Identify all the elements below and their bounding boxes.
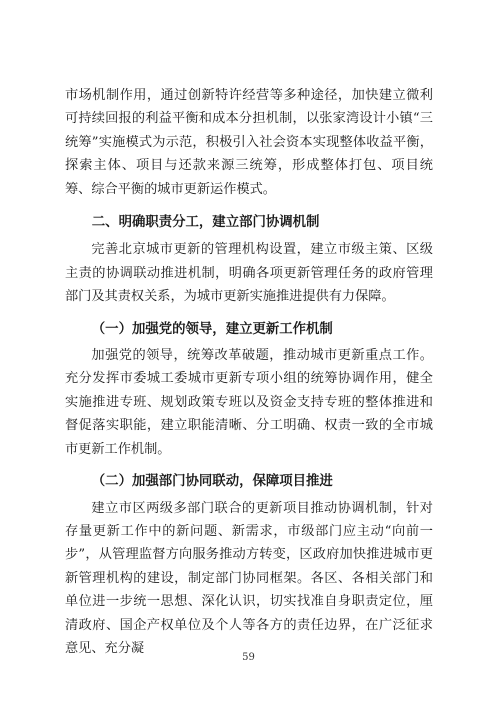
page-body bbox=[65, 84, 433, 660]
paragraph-continuation: 市场机制作用，通过创新特许经营等多种途径，加快建立微利可持续回报的利益平衡和成本分担机制，以张家湾设计小镇“三统筹”实施模式为示范，积极引入社会资本实现整体收益平衡，探索主体、项目与还款来源三统筹，形成整体打包、项目统筹、综合平衡的城市更新运作模式。 bbox=[65, 88, 433, 197]
subsection-heading-2: （二）加强部门协同联动，保障项目推进 bbox=[91, 474, 333, 490]
page-number: 59 bbox=[242, 652, 255, 663]
section-heading: 二、明确职责分工，建立部门协调机制 bbox=[91, 215, 320, 231]
paragraph-section-intro: 完善北京城市更新的管理机构设置，建立市级主策、区级主责的协调联动推进机制，明确各项更新管理任务的政府管理部门及其责权关系，为城市更新实施推进提供有力保障。 bbox=[65, 242, 433, 305]
subsection-heading-1: （一）加强党的领导，建立更新工作机制 bbox=[91, 321, 333, 337]
paragraph-subsection-1: 加强党的领导，统筹改革破题，推动城市更新重点工作。充分发挥市委城工委城市更新专项小组的统筹协调作用，健全实施推进专班、规划政策专班以及资金支持专班的整体推进和督促落实职能，建立职能清晰、分工明确、权责一致的全市城市更新工作机制。 bbox=[65, 348, 433, 457]
paragraph-subsection-2: 建立市区两级多部门联合的更新项目推动协调机制，针对存量更新工作中的新问题、新需求，市级部门应主动“向前一步”，从管理监督方向服务推动方转变，区政府加快推进城市更新管理机构的建设，制定部门协同框架。各区、各相关部门和单位进一步统一思想、深化认识，切实找准自身职责定位，厘清政府、国企产权单位及个人等各方的责任边界，在广泛征求意见、充分凝 bbox=[65, 500, 433, 656]
